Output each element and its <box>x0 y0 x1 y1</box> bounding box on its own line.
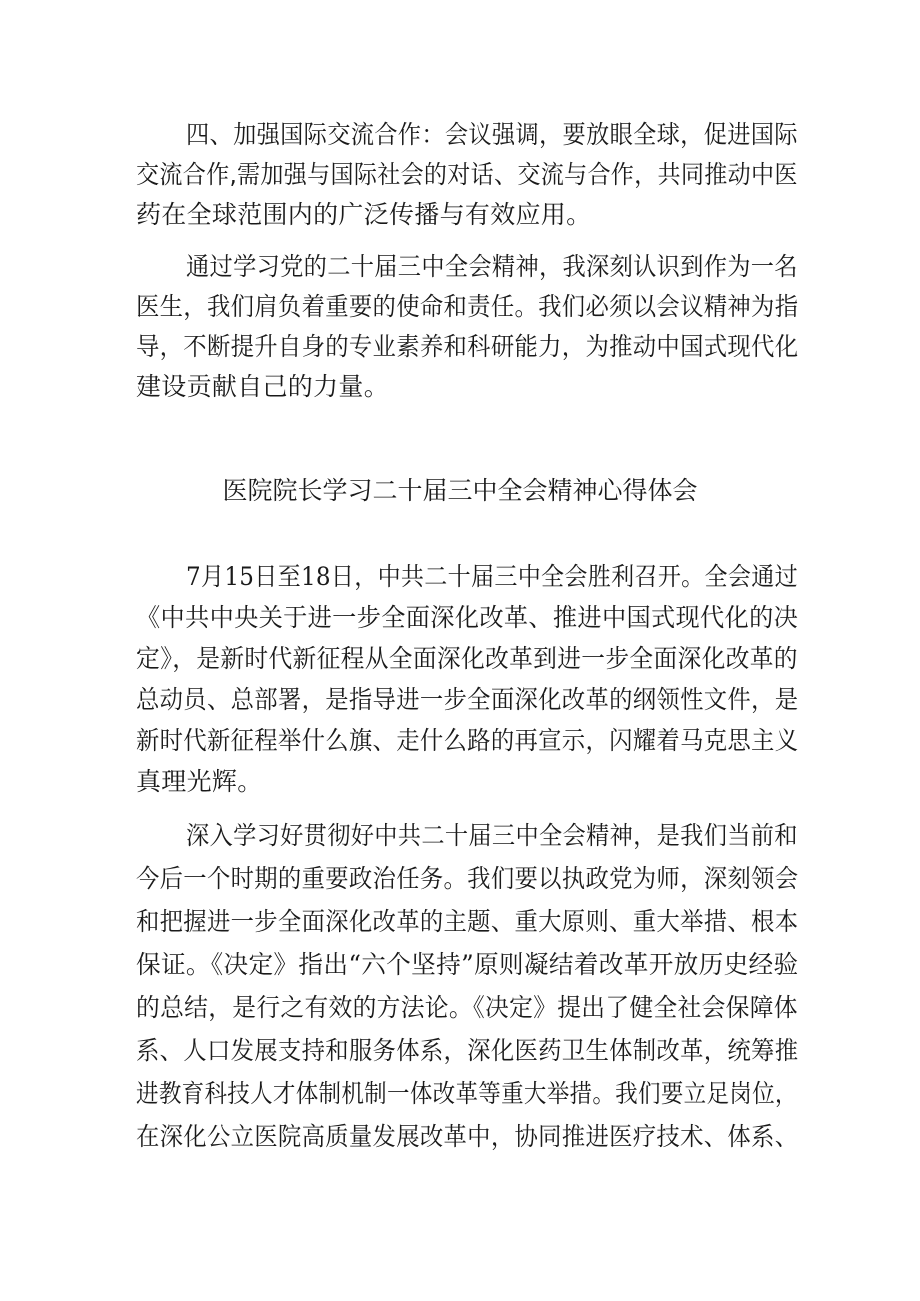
article-paragraph2-line-5: 的总结，是行之有效的方法论。《决定》提出了健全社会保障体 <box>136 993 798 1022</box>
article-paragraph2-line-2: 今后一个时期的重要政治任务。我们要以执政党为师，深刻领会 <box>136 864 799 893</box>
article-paragraph1-line-2: 《中共中央关于进一步全面深化改革、推进中国式现代化的决 <box>136 603 799 632</box>
article-paragraph2-line-3: 和把握进一步全面深化改革的主题、重大原则、重大举措、根本 <box>136 907 799 936</box>
article-title: 医院院长学习二十届三中全会精神心得体会 <box>222 476 698 505</box>
article-paragraph2-line-1: 深入学习好贯彻好中共二十届三中全会精神，是我们当前和 <box>186 821 798 850</box>
closing-paragraph-line-4: 建设贡献自己的力量。 <box>136 372 390 401</box>
article-paragraph2-line-4: 保证。《决定》指出“六个坚持”原则凝结着改革开放历史经验 <box>136 950 799 979</box>
article-paragraph1-line-3: 定》，是新时代新征程从全面深化改革到进一步全面深化改革的 <box>136 644 798 673</box>
article-paragraph2-line-6: 系、人口发展支持和服务体系，深化医药卫生体制改革，统筹推 <box>136 1036 799 1065</box>
section-four-line-1: 四、加强国际交流合作：会议强调，要放眼全球，促进国际 <box>186 120 798 149</box>
article-paragraph2-line-8: 在深化公立医院高质量发展改革中，协同推进医疗技术、体系、 <box>136 1122 799 1151</box>
closing-paragraph-line-3: 导，不断提升自身的专业素养和科研能力，为推动中国式现代化 <box>136 332 799 361</box>
closing-paragraph-line-2: 医生，我们肩负着重要的使命和责任。我们必须以会议精神为指 <box>136 292 799 321</box>
article-paragraph2-line-7: 进教育科技人才体制机制一体改革等重大举措。我们要立足岗位， <box>136 1079 798 1108</box>
article-paragraph1-line-4: 总动员、总部署，是指导进一步全面深化改革的纲领性文件，是 <box>136 685 799 714</box>
article-paragraph1-line-6: 真理光辉。 <box>136 767 263 796</box>
closing-paragraph-line-1: 通过学习党的二十届三中全会精神，我深刻认识到作为一名 <box>186 252 798 281</box>
article-paragraph1-line-5: 新时代新征程举什么旗、走什么路的再宣示，闪耀着马克思主义 <box>136 726 799 755</box>
section-four-line-3: 药在全球范围内的广泛传播与有效应用。 <box>136 200 592 229</box>
article-paragraph1-line-1: 7月15日至18日，中共二十届三中全会胜利召开。全会通过 <box>186 562 798 591</box>
section-four-line-2: 交流合作,需加强与国际社会的对话、交流与合作，共同推动中医 <box>136 160 798 189</box>
